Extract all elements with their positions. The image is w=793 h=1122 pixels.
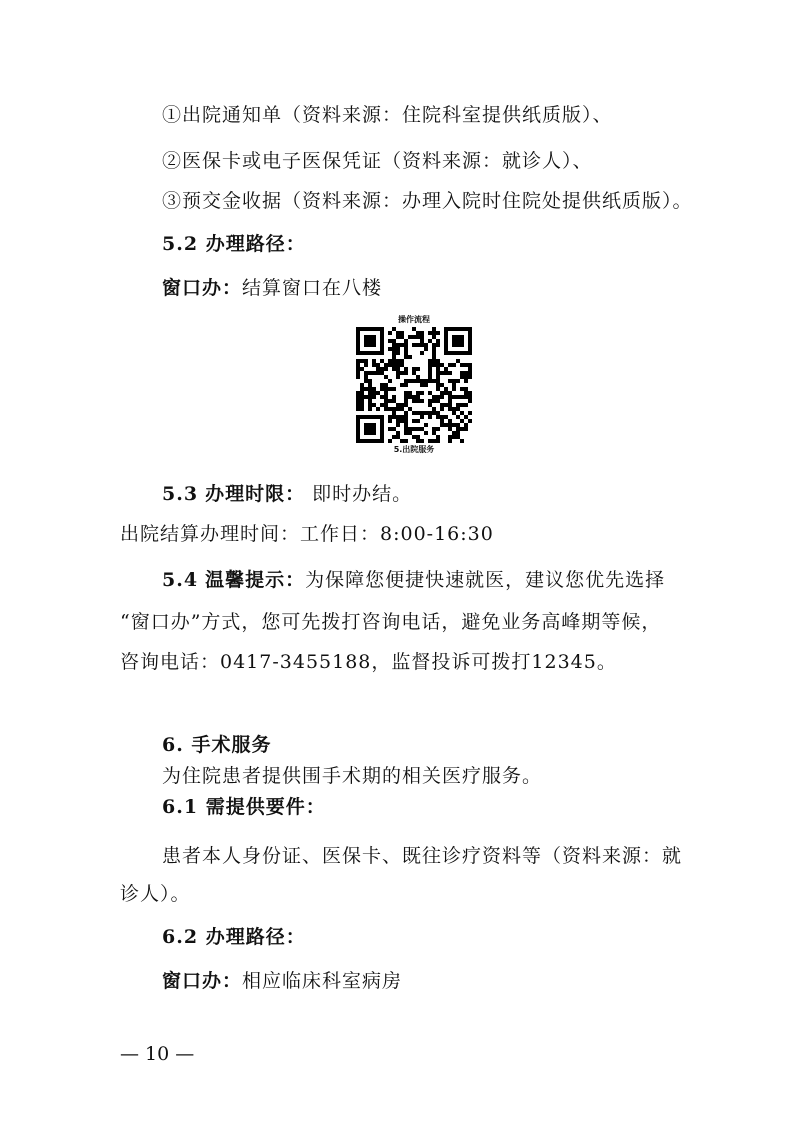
qr-bottom-caption: 5.出院服务 (393, 445, 435, 454)
section-number: 5.3 (162, 483, 199, 505)
section-title: 温馨提示： (205, 569, 306, 591)
section-number: 5.4 (162, 569, 199, 591)
tip-line-3: 咨询电话：0417-3455188，监督投诉可拨打12345。 (120, 651, 617, 673)
section-number: 6. (162, 734, 184, 756)
window-route-1 (162, 276, 382, 300)
window-label: 窗口办： (162, 277, 243, 299)
section-5-2-heading (162, 232, 306, 256)
section-6-heading (162, 733, 271, 757)
settlement-hours: 出院结算办理时间：工作日：8:00-16:30 (120, 523, 494, 545)
qr-code-icon (356, 327, 472, 443)
section-6-description: 为住院患者提供围手术期的相关医疗服务。 (162, 765, 543, 787)
section-number: 6.2 (162, 926, 199, 948)
section-title: 办理路径： (205, 233, 306, 255)
section-title: 手术服务 (191, 734, 272, 756)
section-title: 需提供要件： (205, 796, 326, 818)
window-text: 结算窗口在八楼 (242, 277, 383, 299)
qr-top-caption: 操作流程 (398, 315, 430, 324)
requirements-line-1: 患者本人身份证、医保卡、既往诊疗资料等（资料来源：就 (162, 845, 683, 867)
window-label: 窗口办： (162, 970, 243, 992)
page-number: — 10 — (120, 1043, 195, 1065)
section-number: 6.1 (162, 796, 199, 818)
section-title: 办理路径： (205, 926, 306, 948)
requirements-line-2: 诊人）。 (120, 883, 191, 905)
qr-code-block (356, 315, 472, 455)
window-route-2 (162, 969, 402, 993)
section-5-4-heading (162, 568, 665, 592)
section-text: 即时办结。 (312, 483, 413, 505)
list-item-discharge-notice: ①出院通知单（资料来源：住院科室提供纸质版）、 (162, 104, 613, 126)
section-number: 5.2 (162, 233, 199, 255)
tip-line-2: “窗口办”方式，您可先拨打咨询电话，避免业务高峰期等候， (120, 611, 662, 633)
list-item-medical-card: ②医保卡或电子医保凭证（资料来源：就诊人）、 (162, 150, 593, 172)
window-text: 相应临床科室病房 (242, 970, 403, 992)
section-5-3-heading (162, 482, 412, 506)
section-6-2-heading (162, 925, 306, 949)
list-item-deposit-receipt: ③预交金收据（资料来源：办理入院时住院处提供纸质版）。 (162, 190, 693, 212)
section-6-1-heading (162, 795, 326, 819)
section-text: 为保障您便捷快速就医，建议您优先选择 (305, 569, 666, 591)
section-title: 办理时限： (205, 483, 306, 505)
